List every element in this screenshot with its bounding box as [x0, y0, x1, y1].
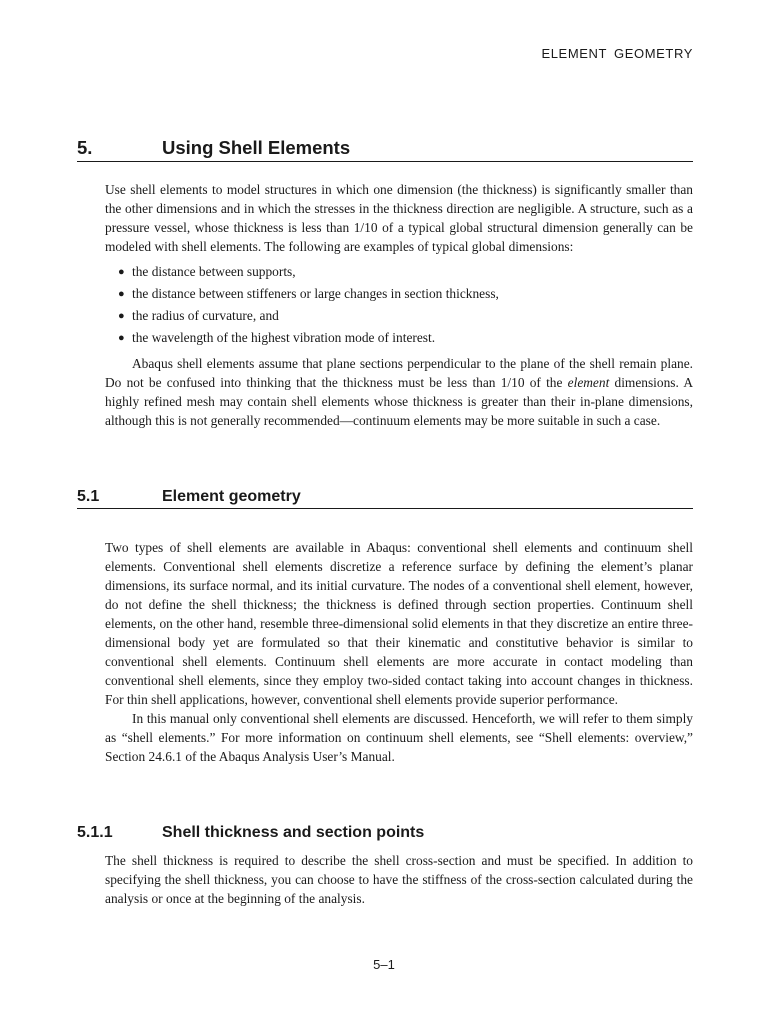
- section-title: Using Shell Elements: [162, 137, 351, 158]
- list-item: [105, 261, 693, 283]
- thickness-paragraph: The shell thickness is required to describe the shell cross-section and must be specified. In addition to specifying the shell thickness, you can choose to have the stiffness of the cross-section calculated during the analysis or once at the beginning of the analysis.: [105, 853, 693, 906]
- section-5-1-1-body: [105, 851, 693, 908]
- list-item-text: the distance between stiffeners or large changes in section thickness,: [132, 286, 499, 301]
- types-paragraph: Two types of shell elements are available in Abaqus: conventional shell elements and continuum shell elements. Conventional shell elements discretize a reference surface by defining the element’s planar dimensions, its surface normal, and its initial curvature. The nodes of a conventional shell element, however, do not define the shell thickness; the thickness is defined through section properties. Continuum shell elements, on the other hand, resemble three-dimensional solid elements in that they discretize an entire three-dimensional body yet are formulated so that their kinematic and constitutive behavior is similar to conventional shell elements. Continuum shell elements are more accurate in contact modeling than conventional shell elements, since they employ two-sided contact taking into account changes in thickness. For thin shell applications, however, conventional shell elements provide superior performance.: [105, 540, 693, 707]
- section-5-1-1-heading: [77, 824, 693, 844]
- page-number: 5–1: [373, 957, 395, 972]
- bullet-icon: ●: [118, 332, 125, 344]
- list-item-text: the distance between supports,: [132, 264, 296, 279]
- intro-paragraph: Use shell elements to model structures in which one dimension (the thickness) is significantly smaller than the other dimensions and in which the stresses in the thickness direction are negligible. A structure, such as a pressure vessel, whose thickness is less than 1/10 of a typical global structural dimension generally can be modeled with shell elements. The following are examples of typical global dimensions:: [105, 182, 693, 254]
- text-run: dimensions. A highly refined mesh may contain shell elements whose thickness is greater than their in-plane dimensions, although this is not generally recommended—continuum elements may be more suitable in such a case.: [105, 375, 693, 428]
- section-number: 5.: [77, 137, 93, 158]
- section-5-1-body: [105, 538, 693, 766]
- list-item: [105, 305, 693, 327]
- list-item: [105, 327, 693, 349]
- list-item-text: the wavelength of the highest vibration mode of interest.: [132, 330, 436, 345]
- text-run: Abaqus shell elements assume that plane sections perpendicular to the plane of the shell remain plane. Do not be confused into thinking that the thickness must be less than 1/10 of the: [105, 356, 693, 390]
- section-title: Element geometry: [162, 488, 301, 505]
- dimension-list: [105, 261, 693, 349]
- bullet-icon: ●: [118, 310, 125, 322]
- section-number: 5.1: [77, 488, 100, 505]
- section-5-body: [105, 180, 693, 430]
- list-item: [105, 283, 693, 305]
- list-item-text: the radius of curvature, and: [132, 308, 279, 323]
- manual-scope-paragraph: In this manual only conventional shell elements are discussed. Henceforth, we will refer to them simply as “shell elements.” For more information on continuum shell elements, see “Shell elements: overview,” Section 24.6.1 of the Abaqus Analysis User’s Manual.: [105, 711, 693, 764]
- running-head: ELEMENT GEOMETRY: [541, 46, 693, 61]
- section-5-heading: [77, 137, 693, 162]
- emphasis-text: element: [567, 375, 610, 390]
- section-title: Shell thickness and section points: [162, 824, 425, 841]
- assumption-paragraph: [105, 354, 693, 430]
- bullet-icon: ●: [118, 288, 125, 300]
- section-number: 5.1.1: [77, 824, 113, 841]
- section-5-1-heading: [77, 488, 693, 509]
- bullet-icon: ●: [118, 266, 125, 278]
